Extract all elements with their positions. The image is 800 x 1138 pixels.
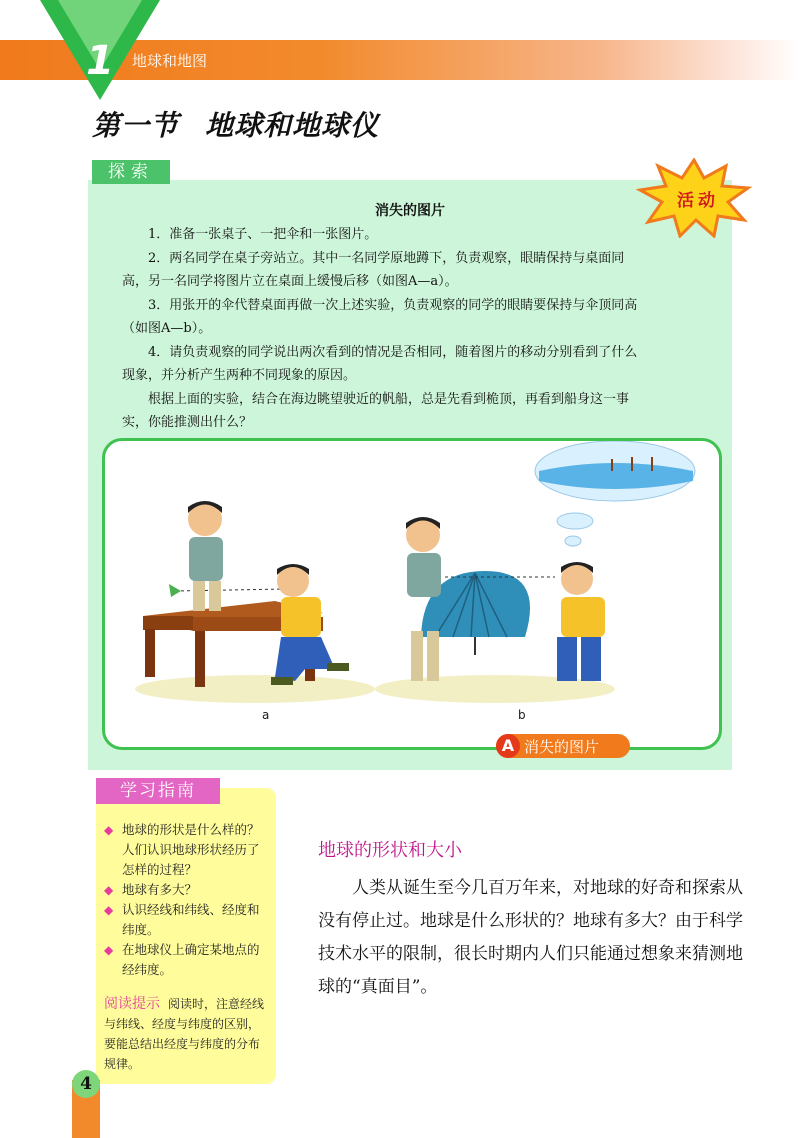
thought-bubble <box>535 441 695 546</box>
list-item <box>104 880 268 900</box>
diamond-bullet-icon: ◆ <box>104 943 114 957</box>
study-guide-tag: 学习指南 <box>96 778 220 804</box>
activity-question: 根据上面的实验，结合在海边眺望驶近的帆船，总是先看到桅顶，再看到船身这一事实，你能推测出什么？ <box>122 391 630 430</box>
body-paragraph: 人类从诞生至今几百万年来，对地球的好奇和探索从没有停止过。地球是什么形状的？地球有多大？由于科学技术水平的限制，很长时期内人们只能通过想象来猜测地球的“真面目”。 <box>318 878 743 997</box>
list-item <box>104 820 268 880</box>
activity-title: 消失的图片 <box>375 203 445 219</box>
activity-step: 1．准备一张桌子、一把伞和一张图片。 <box>148 227 378 242</box>
subheading: 地球的形状和大小 <box>318 840 462 861</box>
figure-label-a: a <box>262 708 270 722</box>
guide-item-text: 在地球仪上确定某地点的经纬度。 <box>122 942 260 977</box>
guide-item-text: 地球的形状是什么样的？人们认识地球形状经历了怎样的过程？ <box>122 822 260 877</box>
chapter-title: 地球和地图 <box>132 52 208 70</box>
activity-step: 4．请负责观察的同学说出两次看到的情况是否相同，随着图片的移动分别看到了什么现象，并分析产生两种不同现象的原因。 <box>122 344 638 383</box>
reading-tip <box>104 994 270 1074</box>
section-title <box>92 104 379 144</box>
list-item <box>104 940 268 980</box>
explore-tag: 探索 <box>92 160 170 184</box>
figure-label-b: b <box>518 708 526 722</box>
experiment-illustration <box>105 441 719 747</box>
guide-item-text: 认识经线和纬线、经度和纬度。 <box>122 902 260 937</box>
page-number: 4 <box>80 1074 92 1094</box>
diamond-bullet-icon: ◆ <box>104 903 114 917</box>
guide-item-text: 地球有多大？ <box>122 882 198 897</box>
diamond-bullet-icon: ◆ <box>104 823 114 837</box>
figure-caption: 消失的图片 <box>524 738 600 756</box>
table-scene <box>143 501 349 687</box>
figure-letter: A <box>496 734 520 758</box>
section-name: 地球和地球仪 <box>205 109 380 142</box>
section-number: 第一节 <box>92 109 180 142</box>
figure-panel <box>102 438 722 750</box>
reading-tip-label: 阅读提示 <box>104 996 160 1012</box>
diamond-bullet-icon: ◆ <box>104 883 114 897</box>
activity-step: 2．两名同学在桌子旁站立。其中一名同学原地蹲下，负责观察，眼睛保持与桌面同高，另一名同学将图片立在桌面上缓慢后移（如图A—a）。 <box>122 250 625 289</box>
activity-badge: 活动 <box>677 191 719 211</box>
study-guide-list <box>104 820 268 980</box>
activity-steps <box>122 223 642 435</box>
reading-tip-text: 阅读时，注意经线与纬线、经度与纬度的区别，要能总结出经度与纬度的分布规律。 <box>104 997 265 1071</box>
chapter-number: 1 <box>86 38 114 84</box>
activity-step: 3．用张开的伞代替桌面再做一次上述实验，负责观察的同学的眼睛要保持与伞顶同高（如图A—b）。 <box>122 297 638 336</box>
list-item <box>104 900 268 940</box>
